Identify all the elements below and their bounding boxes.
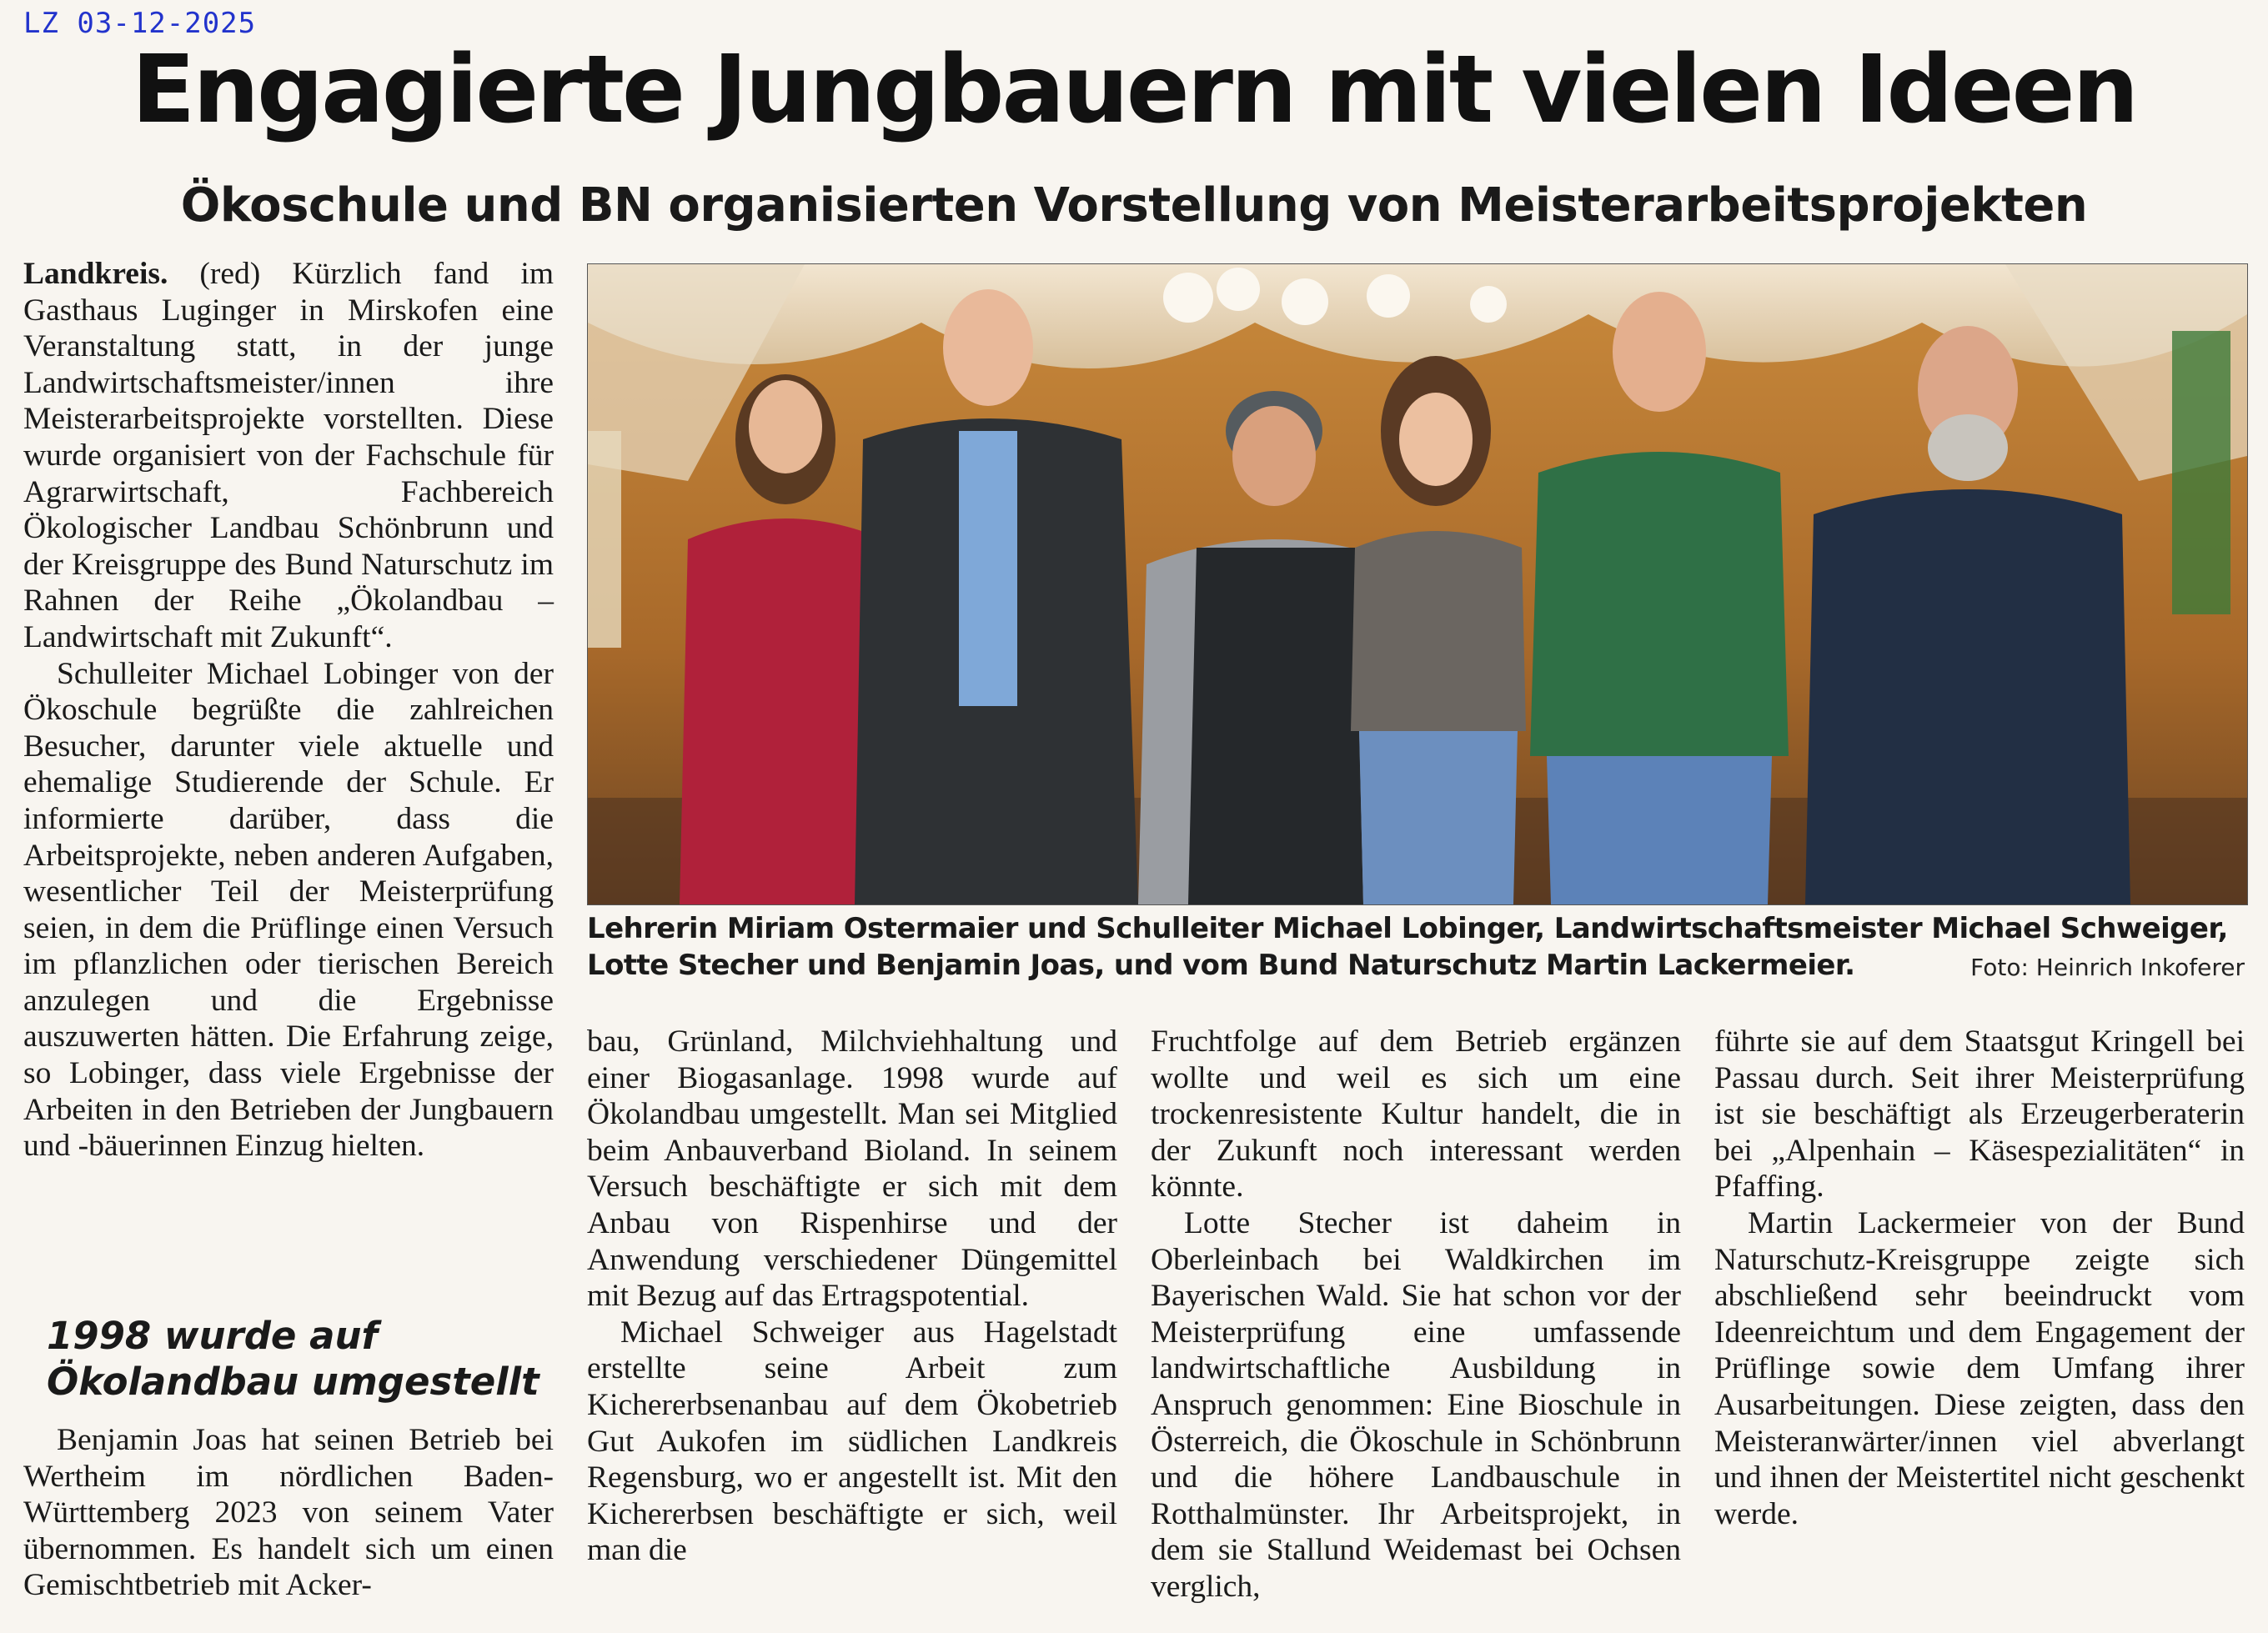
paragraph: Lotte Stecher ist daheim in Oberleinbach bei Waldkirchen im Bayerischen Wald. Sie hat schon vor der Meisterprüfung eine umfassende landwirtschaftliche Ausbildung in Anspruch genommen: Eine Bioschule in Österreich, die Ökoschule in Schönbrunn und die höhere Landbauschule in Rotthalmünster. Ihr Arbeitsprojekt, in dem sie Stallund Weidemast bei Ochsen verglich, <box>1151 1205 1681 1604</box>
article-column-3 <box>1151 1024 1681 1605</box>
paragraph: bau, Grünland, Milchviehhaltung und einer Biogasanlage. 1998 wurde auf Ökolandbau umgestellt. Man sei Mitglied beim Anbauverband Bioland. In seinem Versuch beschäftigte er sich mit dem Anbau von Rispenhirse und der Anwendung verschiedener Düngemittel mit Bezug auf das Ertragspotential. <box>587 1024 1117 1314</box>
photo-illustration <box>588 264 2247 904</box>
paragraph: Michael Schweiger aus Hagelstadt erstellte seine Arbeit zum Kichererbsenanbau auf dem Ökobetrieb Gut Aukofen im südlichen Landkreis Regensburg, wo er angestellt ist. Mit den Kichererbsen beschäftigte er sich, weil man die <box>587 1315 1117 1568</box>
paragraph: Schulleiter Michael Lobinger von der Ökoschule begrüßte die zahlreichen Besucher, darunter viele aktuelle und ehemalige Studierende der Schule. Er informierte darüber, dass die Arbeitsprojekte, neben anderen Aufgaben, wesentlicher Teil der Meisterprüfung seien, in dem die Prüflinge einen Versuch im pflanzlichen oder tierischen Bereich anzulegen und die Ergebnisse auszuwerten hätten. Die Erfahrung zeige, so Lobinger, dass viele Ergebnisse der Arbeiten in den Betrieben der Jungbauern und -bäuerinnen Einzug hielten. <box>23 656 554 1164</box>
paragraph: führte sie auf dem Staatsgut Kringell bei Passau durch. Seit ihrer Meisterprüfung ist sie beschäftigt als Erzeugerberaterin bei „Alpenhain – Käsespezialitäten“ in Pfaffing. <box>1714 1024 2245 1205</box>
article-column-1-continued <box>23 1422 554 1604</box>
paragraph: Martin Lackermeier von der Bund Naturschutz-Kreisgruppe zeigte sich abschließend sehr beeindruckt vom Ideenreichtum und dem Engagement der Prüflinge sowie dem Umfang ihrer Ausarbeitungen. Diese zeigten, dass den Meisteranwärter/innen viel abverlangt und ihnen der Meistertitel nicht geschenkt werde. <box>1714 1205 2245 1531</box>
dateline: Landkreis. <box>23 257 168 291</box>
headline: Engagierte Jungbauern mit vielen Ideen <box>131 36 2137 144</box>
date-stamp: LZ 03-12-2025 <box>23 7 257 40</box>
paragraph: Fruchtfolge auf dem Betrieb ergänzen wollte und weil es sich um eine trockenresistente Kultur handelt, die in der Zukunft noch interessant werden könnte. <box>1151 1024 1681 1205</box>
photo-credit: Foto: Heinrich Inkoferer <box>1970 954 2245 981</box>
section-subheading: 1998 wurde auf Ökolandbau umgestellt <box>47 1314 539 1404</box>
article-column-4 <box>1714 1024 2245 1532</box>
group-photo <box>587 263 2248 905</box>
paragraph <box>23 256 554 656</box>
article-column-1 <box>23 256 554 1165</box>
photo-caption: Lehrerin Miriam Ostermaier und Schulleiter Michael Lobinger, Landwirtschaftsmeister Michael Schweiger, Lotte Stecher und Benjamin Joas, und vom Bund Naturschutz Martin Lackermeier. <box>587 912 2228 982</box>
paragraph: Benjamin Joas hat seinen Betrieb bei Wertheim im nördlichen Baden-Württemberg 2023 von seinem Vater übernommen. Es handelt sich um einen Gemischtbetrieb mit Acker- <box>23 1423 554 1603</box>
paragraph-text: (red) Kürzlich fand im Gasthaus Luginger in Mirskofen eine Veranstaltung statt, in der junge Landwirtschaftsmeister/innen ihre Meisterarbeitsprojekte vorstellten. Diese wurde organisiert von der Fachschule für Agrarwirtschaft, Fachbereich Ökologischer Landbau Schönbrunn und der Kreisgruppe des Bund Naturschutz im Rahnen der Reihe „Ökolandbau – Landwirtschaft mit Zukunft“. <box>23 257 554 654</box>
subheadline: Ökoschule und BN organisierten Vorstellung von Meisterarbeitsprojekten <box>180 178 2088 233</box>
article-column-2 <box>587 1024 1117 1569</box>
